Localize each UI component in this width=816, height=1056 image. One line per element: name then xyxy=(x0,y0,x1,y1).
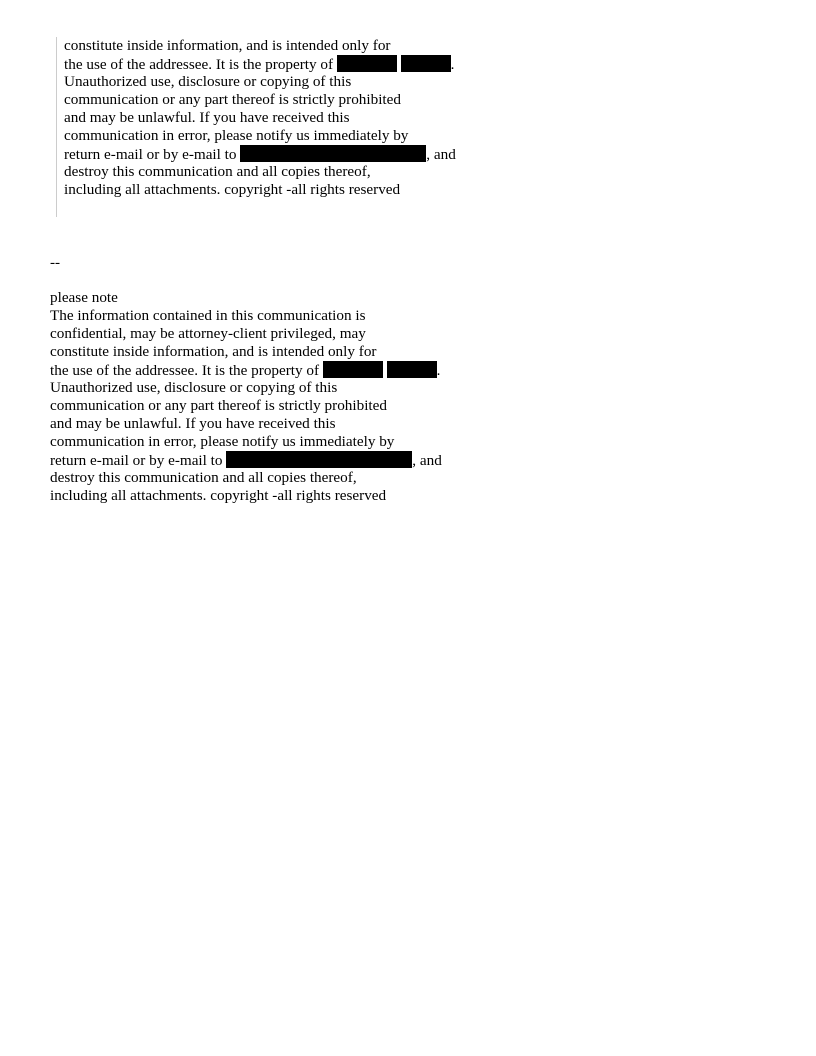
disclaimer-line-3: constitute inside information, and is intended only for xyxy=(50,343,377,360)
quoted-line-6: communication in error, please notify us immediately by xyxy=(64,127,409,144)
quoted-line-4: communication or any part thereof is strictly prohibited xyxy=(64,91,401,108)
quoted-disclaimer xyxy=(56,37,504,217)
disclaimer-line-4-text: the use of the addressee. It is the property of xyxy=(50,362,320,379)
disclaimer-line-9-suffix: , and xyxy=(412,452,442,469)
disclaimer-line-7: and may be unlawful. If you have received this xyxy=(50,415,336,432)
disclaimer-line-4-period: . xyxy=(436,362,441,379)
redaction-box xyxy=(240,145,426,162)
disclaimer-heading: please note xyxy=(50,289,118,306)
redaction-box xyxy=(337,55,397,72)
disclaimer-line-9 xyxy=(50,451,490,469)
redaction-box xyxy=(323,361,383,378)
disclaimer-line-9-text: return e-mail or by e-mail to xyxy=(50,452,223,469)
redaction-box xyxy=(401,55,451,72)
signature-separator: -- xyxy=(50,254,61,271)
quoted-line-7-suffix: , and xyxy=(426,146,456,163)
quoted-line-1: constitute inside information, and is intended only for xyxy=(64,37,391,54)
quoted-line-9: including all attachments. copyright -all rights reserved xyxy=(64,181,401,198)
quoted-line-3: Unauthorized use, disclosure or copying of this xyxy=(64,73,352,90)
disclaimer-line-10: destroy this communication and all copies thereof, xyxy=(50,469,357,486)
redaction-box xyxy=(226,451,412,468)
redaction-box xyxy=(387,361,437,378)
quoted-line-8: destroy this communication and all copies thereof, xyxy=(64,163,371,180)
disclaimer-line-8: communication in error, please notify us immediately by xyxy=(50,433,395,450)
disclaimer-line-1: The information contained in this communication is xyxy=(50,307,366,324)
quoted-line-7 xyxy=(64,145,504,163)
disclaimer-line-11: including all attachments. copyright -all rights reserved xyxy=(50,487,387,504)
disclaimer-line-2: confidential, may be attorney-client privileged, may xyxy=(50,325,366,342)
disclaimer xyxy=(50,289,490,505)
quoted-line-5: and may be unlawful. If you have received this xyxy=(64,109,350,126)
disclaimer-line-4 xyxy=(50,361,490,379)
quoted-line-2-text: the use of the addressee. It is the property of xyxy=(64,56,334,73)
quoted-line-2-period: . xyxy=(450,56,455,73)
quoted-line-2 xyxy=(64,55,504,73)
quoted-line-7-text: return e-mail or by e-mail to xyxy=(64,146,237,163)
disclaimer-line-6: communication or any part thereof is strictly prohibited xyxy=(50,397,387,414)
disclaimer-line-5: Unauthorized use, disclosure or copying of this xyxy=(50,379,338,396)
